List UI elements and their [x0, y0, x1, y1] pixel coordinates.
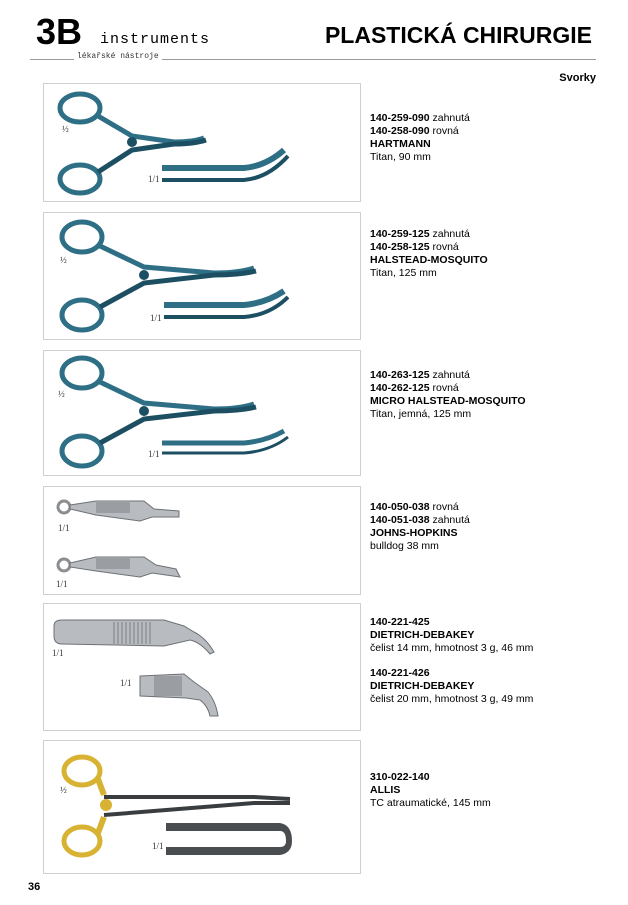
- scale-full: 1/1: [56, 579, 68, 589]
- product-code: 140-263-125: [370, 369, 430, 381]
- product-code: 140-221-426: [370, 667, 430, 679]
- product-spec: Titan, jemná, 125 mm: [370, 408, 472, 420]
- product-code: 140-221-425: [370, 616, 430, 628]
- scale-full: 1/1: [120, 678, 132, 688]
- scale-full: 1/1: [150, 313, 162, 323]
- product-spec: Titan, 125 mm: [370, 267, 437, 279]
- product-spec: Titan, 90 mm: [370, 151, 431, 163]
- product-info-hartmann: [370, 112, 470, 164]
- product-spec: bulldog 38 mm: [370, 540, 439, 552]
- product-info-johns-hopkins: [370, 501, 470, 553]
- product-image-halstead-mosquito: [43, 212, 361, 340]
- product-info-dietrich-debakey: [370, 616, 533, 706]
- scale-full: 1/1: [148, 449, 160, 459]
- product-name: DIETRICH-DEBAKEY: [370, 680, 475, 692]
- product-code: 310-022-140: [370, 771, 430, 783]
- product-variant: rovná: [432, 501, 459, 513]
- product-name: JOHNS-HOPKINS: [370, 527, 458, 539]
- scale-half: ½: [60, 255, 67, 265]
- product-info-micro-halstead-mosquito: [370, 369, 526, 421]
- product-image-allis: [43, 740, 361, 874]
- product-variant: rovná: [432, 382, 459, 394]
- product-image-hartmann: [43, 83, 361, 202]
- product-code: 140-262-125: [370, 382, 430, 394]
- product-info-halstead-mosquito: [370, 228, 488, 280]
- product-name: ALLIS: [370, 784, 401, 796]
- product-spec: čelist 14 mm, hmotnost 3 g, 46 mm: [370, 642, 534, 654]
- product-code: 140-259-125: [370, 228, 430, 240]
- product-name: HARTMANN: [370, 138, 431, 150]
- scale-full: 1/1: [52, 648, 64, 658]
- product-variant: rovná: [432, 125, 459, 137]
- product-spec: TC atraumatické, 145 mm: [370, 797, 491, 809]
- product-code: 140-258-125: [370, 241, 430, 253]
- scale-half: ½: [62, 124, 69, 134]
- product-variant: zahnutá: [432, 369, 470, 381]
- product-image-johns-hopkins: [43, 486, 361, 595]
- scale-full: 1/1: [58, 523, 70, 533]
- product-image-dietrich-debakey: [43, 603, 361, 731]
- scale-half: ½: [60, 785, 67, 795]
- product-image-micro-halstead-mosquito: [43, 350, 361, 476]
- product-variant: zahnutá: [432, 228, 470, 240]
- brand-tagline: lékařské nástroje: [74, 52, 162, 61]
- product-variant: rovná: [432, 241, 459, 253]
- brand-logo-word: instruments: [100, 31, 211, 48]
- product-code: 140-051-038: [370, 514, 430, 526]
- product-name: DIETRICH-DEBAKEY: [370, 629, 475, 641]
- section-label: Svorky: [559, 72, 596, 84]
- brand-logo-mark: 3B: [36, 11, 83, 52]
- product-variant: zahnutá: [432, 112, 470, 124]
- product-spec: čelist 20 mm, hmotnost 3 g, 49 mm: [370, 693, 534, 705]
- page-title: PLASTICKÁ CHIRURGIE: [324, 22, 592, 48]
- product-code: 140-050-038: [370, 501, 430, 513]
- page-number: 36: [28, 881, 41, 893]
- product-code: 140-259-090: [370, 112, 430, 124]
- scale-half: ½: [58, 389, 65, 399]
- product-code: 140-258-090: [370, 125, 430, 137]
- product-name: HALSTEAD-MOSQUITO: [370, 254, 488, 266]
- product-variant: zahnutá: [432, 514, 470, 526]
- scale-full: 1/1: [148, 174, 160, 184]
- scale-full: 1/1: [152, 841, 164, 851]
- product-name: MICRO HALSTEAD-MOSQUITO: [370, 395, 526, 407]
- product-info-allis: [370, 771, 491, 810]
